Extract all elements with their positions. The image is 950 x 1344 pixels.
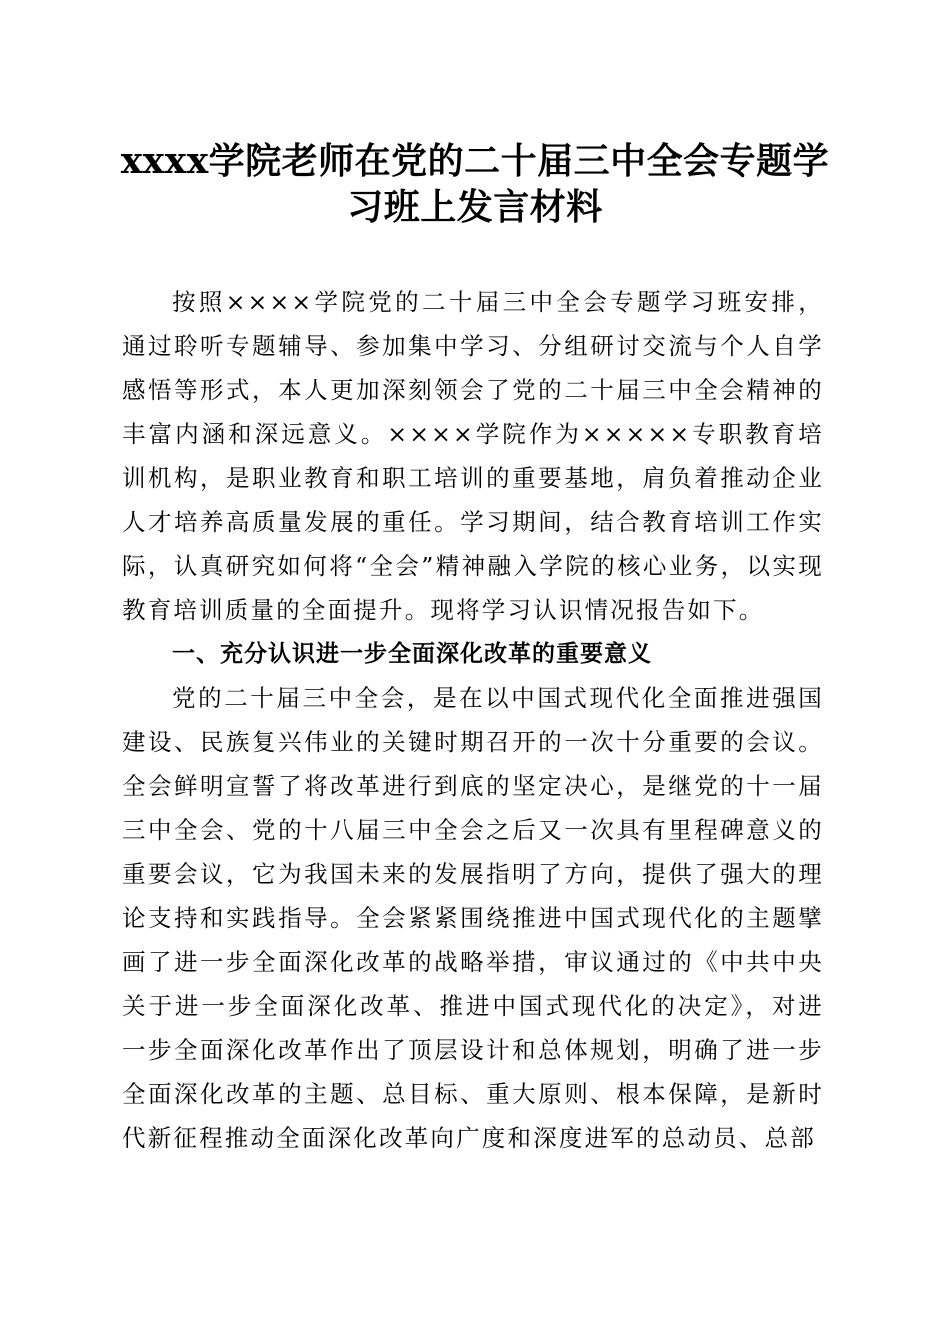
section-1-paragraph: 党的二十届三中全会，是在以中国式现代化全面推进强国建设、民族复兴伟业的关键时期召开的一次十分重要的会议。全会鲜明宣誓了将改革进行到底的坚定决心，是继党的十一届三中全会、党的十八届三中全会之后又一次具有里程碑意义的重要会议，它为我国未来的发展指明了方向，提供了强大的理论支持和实践指导。全会紧紧围绕推进中国式现代化的主题擘画了进一步全面深化改革的战略举措，审议通过的《中共中央关于进一步全面深化改革、推进中国式现代化的决定》，对进一步全面深化改革作出了顶层设计和总体规划，明确了进一步全面深化改革的主题、总目标、重大原则、根本保障，是新时代新征程推动全面深化改革向广度和深度进军的总动员、总部 [122,684,824,1152]
section-heading-1: 一、充分认识进一步全面深化改革的重要意义 [172,641,652,667]
document-body [122,280,824,1160]
title-line-1: xxxx学院老师在党的二十届三中全会专题学 [120,140,830,182]
document-title [110,138,840,230]
title-line-2: 习班上发言材料 [347,186,603,228]
intro-paragraph: 按照××××学院党的二十届三中全会专题学习班安排，通过聆听专题辅导、参加集中学习、分组研讨交流与个人自学感悟等形式，本人更加深刻领会了党的二十届三中全会精神的丰富内涵和深远意义。××××学院作为×××××专职教育培训机构，是职业教育和职工培训的重要基地，肩负着推动企业人才培养高质量发展的重任。学习期间，结合教育培训工作实际，认真研究如何将“全会”精神融入学院的核心业务，以实现教育培训质量的全面提升。现将学习认识情况报告如下。 [122,288,824,624]
